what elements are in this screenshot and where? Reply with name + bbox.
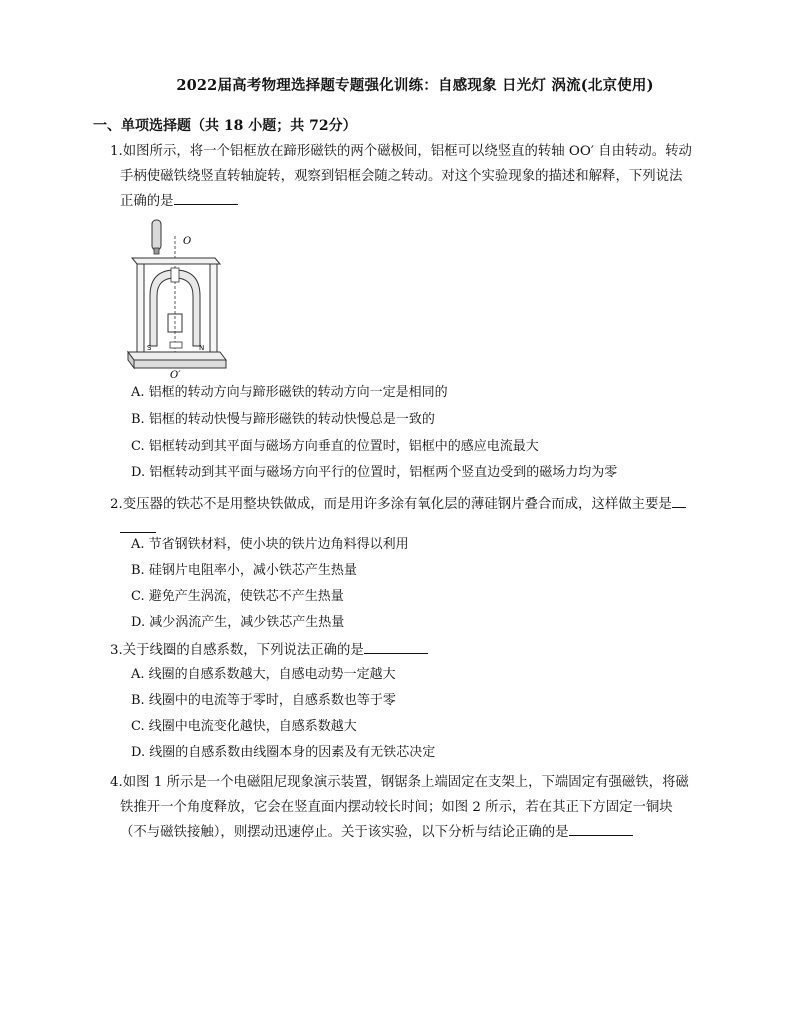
option-2b[interactable]: B. 硅钢片电阻率小，减小铁芯产生热量	[131, 563, 357, 578]
question-text-line: 手柄使磁铁绕竖直转轴旋转，观察到铝框会随之转动。对这个实验现象的描述和解释，下列说法	[120, 169, 683, 184]
question-1	[110, 139, 720, 214]
question-3	[110, 638, 720, 663]
option-2a[interactable]: A. 节省钢铁材料，使小块的铁片边角料得以利用	[131, 537, 409, 552]
base	[128, 352, 226, 360]
question-text-line: （不与磁铁接触），则摆动迅速停止。关于该实验，以下分析与结论正确的是	[120, 825, 569, 840]
option-2c[interactable]: C. 避免产生涡流，使铁芯不产生热量	[131, 589, 344, 604]
label-n: N	[199, 344, 205, 352]
question-number: 1.	[110, 144, 123, 159]
label-o: O	[183, 236, 192, 247]
option-1a[interactable]: A. 铝框的转动方向与蹄形磁铁的转动方向一定是相同的	[131, 385, 448, 400]
question-number: 2.	[110, 497, 123, 512]
option-1c[interactable]: C. 铝框转动到其平面与磁场方向垂直的位置时，铝框中的感应电流最大	[131, 439, 539, 454]
section-heading: 一、单项选择题（共 18 小题；共 72分）	[93, 118, 357, 134]
handle-shape	[152, 220, 161, 250]
question-number: 4.	[110, 775, 123, 790]
label-s: S	[147, 344, 152, 352]
option-3c[interactable]: C. 线圈中电流变化越快，自感系数越大	[131, 719, 357, 734]
answer-blank[interactable]	[364, 639, 428, 654]
answer-blank[interactable]	[569, 821, 633, 836]
question-text-line: 如图所示，将一个铝框放在蹄形磁铁的两个磁极间，铝框可以绕竖直的转轴 OO′ 自由转动。转动	[122, 144, 692, 159]
label-o-prime: O′	[170, 370, 181, 378]
question-4	[110, 770, 720, 845]
question-text-line: 正确的是	[120, 194, 174, 209]
answer-blank[interactable]	[174, 190, 238, 205]
question-text-line: 铁推开一个角度释放，它会在竖直面内摆动较长时间；如图 2 所示，若在其正下方固定一铜块	[120, 800, 673, 815]
question-number: 3.	[110, 643, 123, 658]
question-text-line: 变压器的铁芯不是用整块铁做成，而是用许多涂有氧化层的薄硅钢片叠合而成，这样做主要是	[122, 497, 672, 512]
option-1b[interactable]: B. 铝框的转动快慢与蹄形磁铁的转动快慢总是一致的	[131, 412, 435, 427]
question-text-line: 关于线圈的自感系数，下列说法正确的是	[122, 643, 364, 658]
option-3a[interactable]: A. 线圈的自感系数越大，自感电动势一定越大	[131, 667, 396, 682]
answer-blank-continued[interactable]	[120, 518, 156, 533]
option-3d[interactable]: D. 线圈的自感系数由线圈本身的因素及有无铁芯决定	[131, 745, 436, 760]
option-3b[interactable]: B. 线圈中的电流等于零时，自感系数也等于零	[131, 693, 396, 708]
answer-blank[interactable]	[672, 493, 686, 508]
aluminum-frame-magnet-figure	[120, 218, 230, 378]
document-title: 2022届高考物理选择题专题强化训练：自感现象 日光灯 涡流(北京使用)	[176, 77, 654, 94]
option-2d[interactable]: D. 减少涡流产生，减少铁芯产生热量	[131, 615, 345, 630]
question-text-line: 如图 1 所示是一个电磁阻尼现象演示装置，钢锯条上端固定在支架上，下端固定有强磁铁，将磁	[122, 775, 689, 790]
option-1d[interactable]: D. 铝框转动到其平面与磁场方向平行的位置时，铝框两个竖直边受到的磁场力均为零	[131, 465, 618, 480]
